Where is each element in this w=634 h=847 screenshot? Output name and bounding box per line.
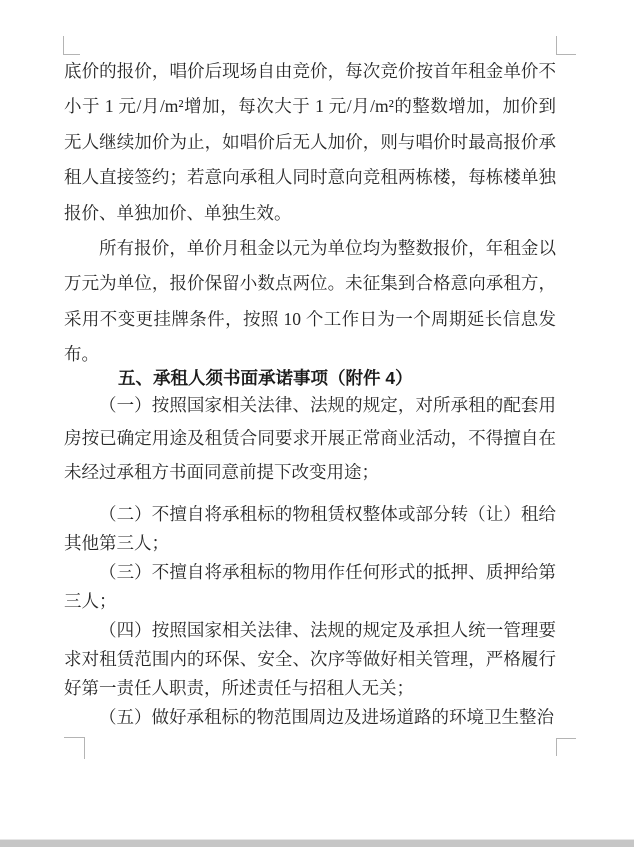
paragraph: [64, 703, 556, 732]
heading-line: 五、承租人须书面承诺事项（附件 4）: [118, 367, 413, 388]
text-line: 底价的报价，唱价后现场自由竞价，每次竞价按首年租金单价不: [64, 61, 556, 81]
text-line: （四）按照国家相关法律、法规的规定及承担人统一管理要: [99, 620, 556, 641]
document-text: [64, 54, 556, 732]
text-line: 房按已确定用途及租赁合同要求开展正常商业活动，不得擅自在: [64, 428, 556, 449]
text-line: 小于 1 元/月/m²增加，每次大于 1 元/月/m²的整数增加，加价到: [64, 96, 556, 117]
text-line: 未经过承租方书面同意前提下改变用途；: [64, 461, 379, 482]
text-line: 布。: [64, 344, 99, 365]
text-line: 其他第三人；: [64, 533, 169, 554]
text-line: 万元为单位，报价保留小数点两位。未征集到合格意向承租方，: [64, 273, 556, 294]
text-line: 租人直接签约；若意向承租人同时意向竞租两栋楼，每栋楼单独: [64, 167, 556, 188]
text-line: （一）按照国家相关法律、法规的规定，对所承租的配套用: [99, 394, 556, 415]
text-boundary-mark-bottom-right: [556, 738, 576, 756]
text-line: （二）不擅自将承租标的物租赁权整体或部分转（让）租给: [99, 504, 556, 525]
text-boundary-mark-top-left: [63, 36, 80, 55]
text-line: 求对租赁范围内的环保、安全、次序等做好相关管理，严格履行: [64, 649, 556, 670]
text-line: 好第一责任人职责，所述责任与招租人无关；: [64, 678, 414, 699]
text-boundary-mark-bottom-left: [64, 737, 85, 759]
section-heading: [64, 367, 556, 389]
text-line: 无人继续加价为止，如唱价后无人加价，则与唱价时最高报价承: [64, 131, 556, 152]
paragraph: [64, 558, 556, 616]
text-line: （五）做好承租标的物范围周边及进场道路的环境卫生整治: [99, 707, 554, 728]
paragraph: [64, 389, 556, 490]
text-boundary-mark-top-right: [556, 36, 576, 55]
text-line: 所有报价，单价月租金以元为单位均为整数报价，年租金以: [99, 237, 556, 258]
text-line: 三人；: [64, 591, 117, 612]
paragraph: [64, 54, 556, 231]
text-line: 采用不变更挂牌条件，按照 10 个工作日为一个周期延长信息发: [64, 308, 556, 329]
text-line: （三）不擅自将承租标的物用作任何形式的抵押、质押给第: [99, 562, 556, 583]
page-bottom-gap: [0, 839, 634, 847]
paragraph: [64, 231, 556, 373]
paragraph: [64, 500, 556, 558]
paragraph: [64, 616, 556, 703]
text-line: 报价、单独加价、单独生效。: [64, 202, 292, 223]
